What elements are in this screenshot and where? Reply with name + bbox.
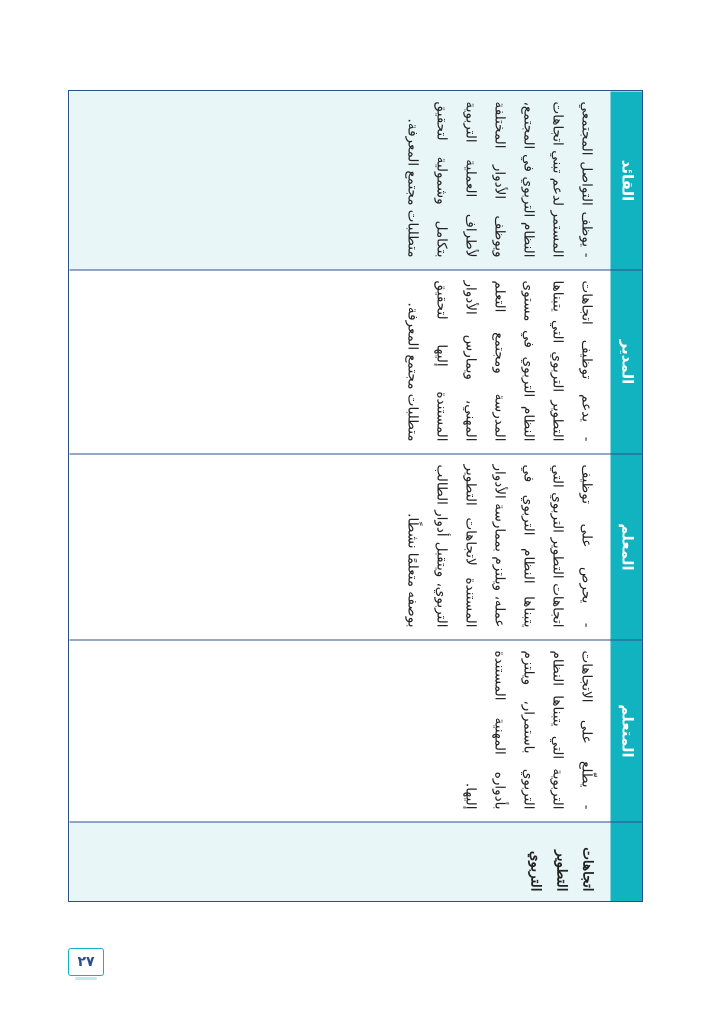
table-row <box>69 91 610 902</box>
header-empty-cell <box>610 821 643 902</box>
cell-leader: - يوظف التواصل المجتمعي المستمر لدعم تبني اتجاهات النظام التربوي في المجتمع، ويوظف الأدوار المختلفة لأطراف العملية التربوية بتكامل وشمولية لتحقيق متطلبات مجتمع المعرفة. <box>69 91 610 269</box>
table-header-row <box>610 91 643 902</box>
page-number: ٢٧ <box>68 948 104 976</box>
row-label-educational-development: اتجاهات التطوير التربوي <box>69 821 610 902</box>
header-principal: المدير <box>610 269 643 453</box>
header-leader: القائد <box>618 159 636 201</box>
cell-teacher: - يحرص على توظيف اتجاهات التطوير التربوي التي يتبناها النظام التربوي في عمله، ويلتزم بممارسة الأدوار المستندة لاتجاهات التطوير التربوي، ويتقبل أدوار الطالب بوصفه متعلمًا نشطًا. <box>69 453 610 639</box>
header-teacher: المعلم <box>610 453 643 639</box>
standards-table-frame <box>68 90 643 902</box>
cell-learner: - يطّلع على الاتجاهات التربوية التي يتبناها النظام التربوي باستمرار، ويلتزم بأدواره المهنية المستندة إليها. <box>69 639 610 821</box>
header-learner: المتعلم <box>610 639 643 821</box>
standards-table <box>69 91 643 902</box>
cell-principal: - يدعم توظيف اتجاهات التطوير التربوي التي يتبناها النظام التربوي في مستوى المدرسة ومجتمع التعلم المهني، ويمارس الأدوار المستندة إليها لتحقيق متطلبات مجتمع المعرفة. <box>69 269 610 453</box>
